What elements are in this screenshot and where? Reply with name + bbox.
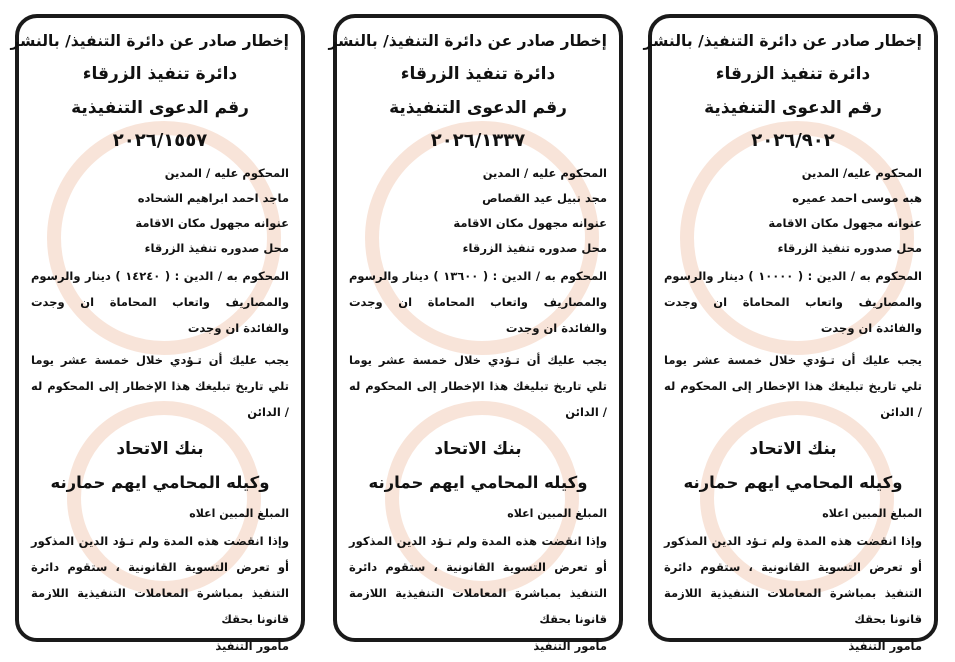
debtor-name: هبه موسى احمد عميره bbox=[792, 191, 922, 205]
judgment-text: المحكوم به / الدين : ( ١٤٢٤٠ ) دينار والرسوم والمصاريف واتعاب المحاماة ان وجدت والفائدة ان وجدت bbox=[31, 269, 289, 335]
warning-text: وإذا انقضت هذه المدة ولم تـؤد الدين المذكور أو تعرض التسوية القانونية ، ستقوم دائرة التنفيذ بمباشرة المعاملات التنفيذية اللازمة قانونا بحقك bbox=[31, 534, 289, 626]
department-title: دائرة تنفيذ الزرقاء bbox=[400, 64, 556, 84]
case-label: رقم الدعوى التنفيذية bbox=[389, 98, 567, 118]
officer-signature: مأمور التنفيذ bbox=[215, 639, 289, 653]
officer-signature: مأمور التنفيذ bbox=[533, 639, 607, 653]
debtor-address: عنوانه مجهول مكان الاقامة bbox=[453, 216, 607, 230]
debtor-label: المحكوم عليه / المدين bbox=[482, 166, 607, 180]
amount-label: المبلغ المبين اعلاه bbox=[822, 507, 922, 520]
payment-notice: يجب عليك أن تـؤدي خلال خمسة عشر يوما تلي تاريخ تبليغك هذا الإخطار إلى المحكوم له / الدائن bbox=[31, 353, 289, 419]
issue-place: محل صدوره تنفيذ الزرقاء bbox=[144, 241, 289, 255]
case-number: ٢٠٢٦/٩٠٢ bbox=[751, 130, 835, 151]
issue-place: محل صدوره تنفيذ الزرقاء bbox=[777, 241, 922, 255]
debtor-address: عنوانه مجهول مكان الاقامة bbox=[768, 216, 922, 230]
department-title: دائرة تنفيذ الزرقاء bbox=[82, 64, 238, 84]
warning-text: وإذا انقضت هذه المدة ولم تـؤد الدين المذكور أو تعرض التسوية القانونية ، ستقوم دائرة التنفيذ بمباشرة المعاملات التنفيذية اللازمة قانونا بحقك bbox=[349, 534, 607, 626]
creditor-agent: وكيله المحامي ايهم حمارنه bbox=[683, 473, 903, 492]
creditor-agent: وكيله المحامي ايهم حمارنه bbox=[50, 473, 270, 492]
department-title: دائرة تنفيذ الزرقاء bbox=[715, 64, 871, 84]
case-label: رقم الدعوى التنفيذية bbox=[704, 98, 882, 118]
execution-notice-card bbox=[643, 14, 938, 653]
case-number: ٢٠٢٦/١٣٣٧ bbox=[430, 130, 526, 151]
creditor-agent: وكيله المحامي ايهم حمارنه bbox=[368, 473, 588, 492]
payment-notice: يجب عليك أن تـؤدي خلال خمسة عشر يوما تلي تاريخ تبليغك هذا الإخطار إلى المحكوم له / الدائن bbox=[349, 353, 607, 419]
debtor-address: عنوانه مجهول مكان الاقامة bbox=[135, 216, 289, 230]
payment-notice: يجب عليك أن تـؤدي خلال خمسة عشر يوما تلي تاريخ تبليغك هذا الإخطار إلى المحكوم له / الدائن bbox=[664, 353, 922, 419]
debtor-name: مجد نبيل عيد القصاص bbox=[482, 191, 607, 205]
warning-text: وإذا انقضت هذه المدة ولم تـؤد الدين المذكور أو تعرض التسوية القانونية ، ستقوم دائرة التنفيذ بمباشرة المعاملات التنفيذية اللازمة قانونا بحقك bbox=[664, 534, 922, 626]
case-number: ٢٠٢٦/١٥٥٧ bbox=[112, 130, 208, 151]
officer-signature: مأمور التنفيذ bbox=[848, 639, 922, 653]
debtor-name: ماجد احمد ابراهيم الشحاده bbox=[137, 191, 289, 205]
debtor-label: المحكوم عليه/ المدين bbox=[801, 166, 922, 180]
case-label: رقم الدعوى التنفيذية bbox=[71, 98, 249, 118]
judgment-text: المحكوم به / الدين : ( ١٣٦٠٠ ) دينار والرسوم والمصاريف واتعاب المحاماة ان وجدت والفائدة ان وجدت bbox=[349, 269, 607, 335]
issue-place: محل صدوره تنفيذ الزرقاء bbox=[462, 241, 607, 255]
judgment-text: المحكوم به / الدين : ( ١٠٠٠٠ ) دينار والرسوم والمصاريف واتعاب المحاماة ان وجدت والفائدة ان وجدت bbox=[664, 269, 922, 335]
notice-header: إخطار صادر عن دائرة التنفيذ/ بالنشر bbox=[328, 32, 607, 50]
notice-header: إخطار صادر عن دائرة التنفيذ/ بالنشر bbox=[10, 32, 289, 50]
amount-label: المبلغ المبين اعلاه bbox=[189, 507, 289, 520]
creditor-bank: بنك الاتحاد bbox=[434, 439, 522, 459]
execution-notice-card bbox=[10, 14, 305, 653]
notice-header: إخطار صادر عن دائرة التنفيذ/ بالنشر bbox=[643, 32, 922, 50]
debtor-label: المحكوم عليه / المدين bbox=[164, 166, 289, 180]
execution-notice-card bbox=[328, 14, 623, 653]
creditor-bank: بنك الاتحاد bbox=[749, 439, 837, 459]
amount-label: المبلغ المبين اعلاه bbox=[507, 507, 607, 520]
creditor-bank: بنك الاتحاد bbox=[116, 439, 204, 459]
